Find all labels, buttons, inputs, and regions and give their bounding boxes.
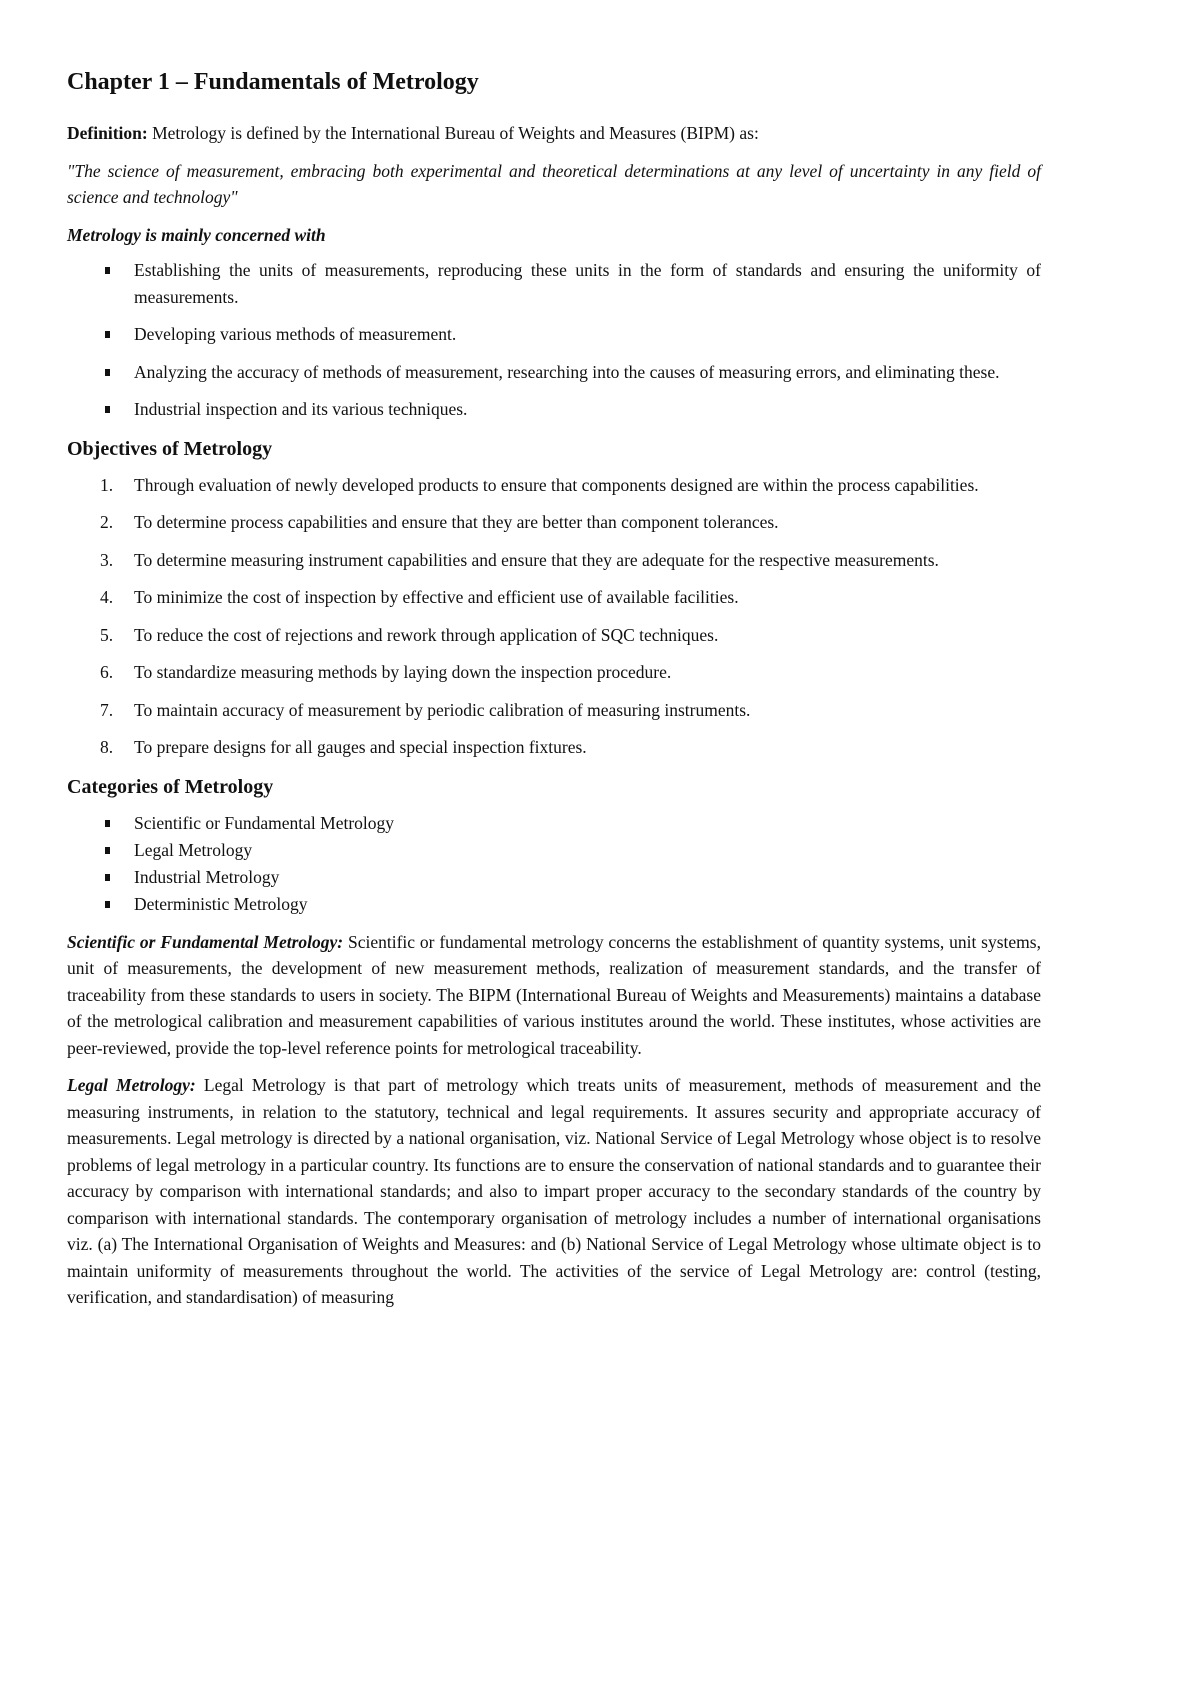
list-item-text: Deterministic Metrology bbox=[134, 893, 308, 914]
list-item bbox=[67, 472, 1041, 499]
bullet-icon bbox=[105, 847, 110, 854]
bullet-icon bbox=[105, 267, 110, 274]
list-item-text: Industrial Metrology bbox=[134, 866, 280, 887]
list-number: 6. bbox=[100, 662, 114, 682]
list-item-text: To maintain accuracy of measurement by periodic calibration of measuring instruments. bbox=[134, 699, 751, 720]
list-item bbox=[67, 547, 1041, 574]
list-item-text: Analyzing the accuracy of methods of measurement, researching into the causes of measuring errors, and eliminating these. bbox=[134, 361, 1000, 382]
list-item bbox=[67, 837, 1041, 864]
list-item bbox=[67, 697, 1041, 724]
definition-label: Definition: bbox=[67, 123, 148, 143]
list-item bbox=[67, 396, 1041, 423]
categories-list bbox=[67, 810, 1041, 918]
document-page bbox=[67, 66, 1041, 1322]
scientific-text: Scientific or fundamental metrology concerns the establishment of quantity systems, unit systems, unit of measurements, the development of new measurement methods, realization of measurement standards, and the transfer of traceability from these standards to users in society. The BIPM (International Bureau of Weights and Measurements) maintains a database of the metrological calibration and measurement capabilities of various institutes around the world. These institutes, whose activities are peer-reviewed, provide the top-level reference points for metrological traceability. bbox=[67, 931, 1041, 1058]
list-item bbox=[67, 734, 1041, 761]
legal-text: Legal Metrology is that part of metrology which treats units of measurement, methods of measurement and the measuring instruments, in relation to the statutory, technical and legal requirements. It assures security and appropriate accuracy of measurements. Legal metrology is directed by a national organisation, viz. National Service of Legal Metrology whose object is to resolve problems of legal metrology in a particular country. Its functions are to ensure the conservation of national standards and to guarantee their accuracy by comparison with international standards; and also to impart proper accuracy to the secondary standards of the country by comparison with international standards. The contemporary organisation of metrology includes a number of international organisations viz. (a) The International Organisation of Weights and Measures: and (b) National Service of Legal Metrology whose ultimate object is to maintain uniformity of measurements throughout the world. The activities of the service of Legal Metrology are: control (testing, verification, and standardisation) of measuring bbox=[67, 1075, 1041, 1307]
list-item bbox=[67, 257, 1041, 310]
list-item bbox=[67, 321, 1041, 348]
list-number: 2. bbox=[100, 512, 114, 532]
list-item-text: Through evaluation of newly developed products to ensure that components designed are within the process capabilities. bbox=[134, 474, 979, 495]
categories-heading: Categories of Metrology bbox=[67, 775, 274, 798]
list-item-text: To reduce the cost of rejections and rework through application of SQC techniques. bbox=[134, 624, 719, 645]
bullet-icon bbox=[105, 901, 110, 908]
bullet-icon bbox=[105, 820, 110, 827]
objectives-heading: Objectives of Metrology bbox=[67, 437, 273, 460]
list-item-text: To prepare designs for all gauges and special inspection fixtures. bbox=[134, 737, 587, 757]
list-item-text: To determine process capabilities and ensure that they are better than component tolerances. bbox=[134, 512, 779, 532]
list-item bbox=[67, 359, 1041, 386]
definition-text: Metrology is defined by the International Bureau of Weights and Measures (BIPM) as: bbox=[147, 123, 759, 143]
scientific-label: Scientific or Fundamental Metrology: bbox=[67, 931, 344, 952]
definition-paragraph bbox=[67, 120, 1041, 147]
list-item bbox=[67, 584, 1041, 611]
list-item-text: Legal Metrology bbox=[134, 839, 253, 860]
list-number: 5. bbox=[100, 624, 114, 645]
list-number: 3. bbox=[100, 549, 114, 570]
list-item-text: To standardize measuring methods by laying down the inspection procedure. bbox=[134, 662, 672, 682]
bullet-icon bbox=[105, 369, 110, 376]
list-item bbox=[67, 810, 1041, 837]
list-item bbox=[67, 509, 1041, 536]
definition-quote: "The science of measurement, embracing both experimental and theoretical determinations at any level of uncertainty in any field of science and technology" bbox=[67, 160, 1041, 207]
list-number: 7. bbox=[100, 699, 114, 720]
list-item-text: Scientific or Fundamental Metrology bbox=[134, 812, 395, 833]
list-item bbox=[67, 622, 1041, 649]
list-number: 1. bbox=[100, 474, 114, 495]
list-number: 4. bbox=[100, 587, 114, 607]
list-item bbox=[67, 864, 1041, 891]
bullet-icon bbox=[105, 406, 110, 413]
page-title: Chapter 1 – Fundamentals of Metrology bbox=[67, 69, 479, 95]
concerned-list bbox=[67, 257, 1041, 423]
scientific-metrology-paragraph bbox=[67, 929, 1041, 1062]
legal-metrology-paragraph bbox=[67, 1072, 1041, 1311]
objectives-list bbox=[67, 472, 1041, 761]
list-item bbox=[67, 659, 1041, 686]
list-number: 8. bbox=[100, 737, 114, 757]
bullet-icon bbox=[105, 331, 110, 338]
legal-label: Legal Metrology: bbox=[67, 1075, 196, 1095]
list-item-text: Developing various methods of measurement. bbox=[134, 324, 457, 344]
bullet-icon bbox=[105, 874, 110, 881]
list-item-text: To determine measuring instrument capabilities and ensure that they are adequate for the respective measurements. bbox=[134, 549, 939, 570]
list-item-text: To minimize the cost of inspection by effective and efficient use of available facilities. bbox=[134, 587, 739, 607]
list-item-text: Establishing the units of measurements, reproducing these units in the form of standards and ensuring the uniformity of measurements. bbox=[134, 260, 1041, 307]
concerned-heading: Metrology is mainly concerned with bbox=[67, 224, 326, 245]
list-item bbox=[67, 891, 1041, 918]
list-item-text: Industrial inspection and its various techniques. bbox=[134, 399, 468, 419]
